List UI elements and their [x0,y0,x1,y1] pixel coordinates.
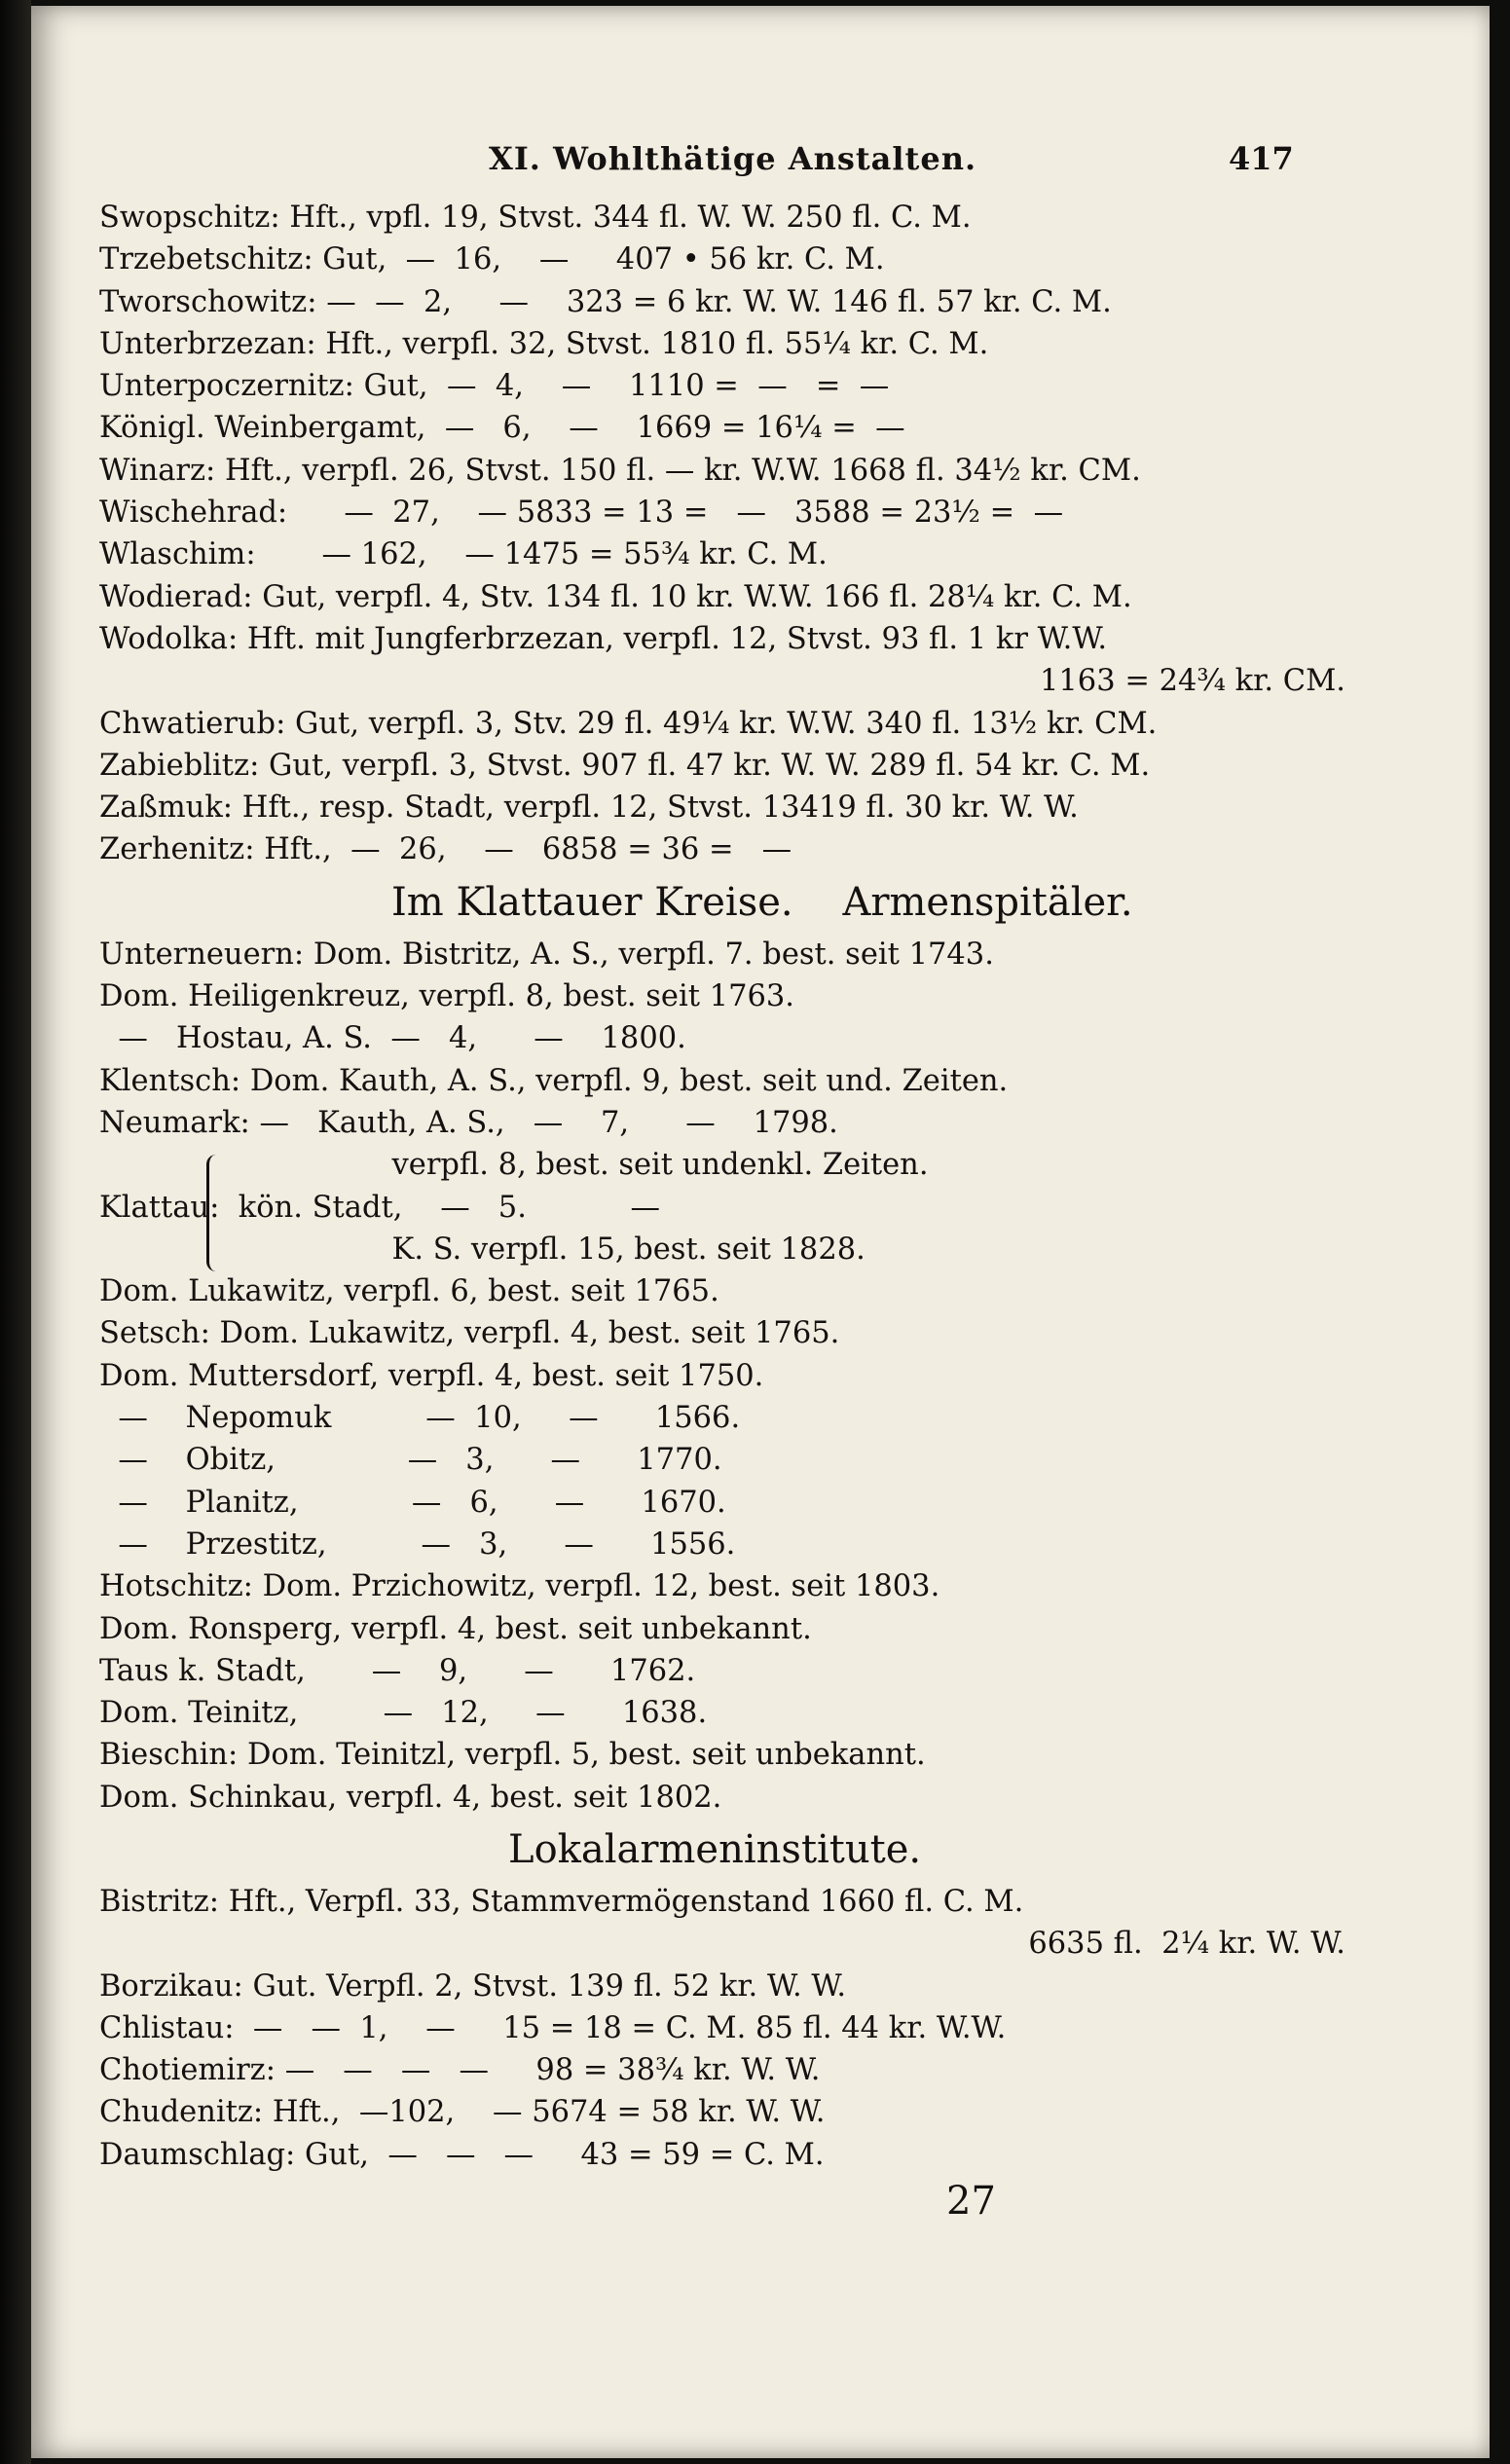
entry-line: — Hostau, A. S. — 4, — 1800. [99,1021,686,1056]
entry-line: Wodolka: Hft. mit Jungferbrzezan, verpfl. 12, Stvst. 93 fl. 1 kr W.W. [99,621,1108,656]
entry-line: Klattau: kön. Stadt, — 5. — [99,1190,661,1225]
section-heading-lokalarmeninstitute: Lokalarmeninstitute. [508,1826,922,1872]
entry-line: Dom. Ronsperg, verpfl. 4, best. seit unbekannt. [99,1611,812,1646]
page-number: 417 [1229,140,1294,177]
entry-line: Bistritz: Hft., Verpfl. 33, Stammvermögenstand 1660 fl. C. M. [99,1884,1024,1919]
entry-line: Trzebetschitz: Gut, — 16, — 407 • 56 kr. C. M. [99,242,885,277]
entry-line: Klentsch: Dom. Kauth, A. S., verpfl. 9, best. seit und. Zeiten. [99,1063,1009,1098]
entry-line: Swopschitz: Hft., vpfl. 19, Stvst. 344 fl. W. W. 250 fl. C. M. [99,201,972,235]
entry-line: Dom. Heiligenkreuz, verpfl. 8, best. seit 1763. [99,979,794,1014]
entry-line: Dom. Lukawitz, verpfl. 6, best. seit 1765. [99,1274,719,1309]
entry-line: Winarz: Hft., verpfl. 26, Stvst. 150 fl. — kr. W.W. 1668 fl. 34½ kr. CM. [99,453,1141,488]
entry-line: Zerhenitz: Hft., — 26, — 6858 = 36 = — [99,832,792,867]
entry-line: Wodierad: Gut, verpfl. 4, Stv. 134 fl. 10 kr. W.W. 166 fl. 28¼ kr. C. M. [99,579,1132,614]
entry-line: Königl. Weinbergamt, — 6, — 1669 = 16¼ = — [99,411,905,446]
entry-line: Unterneuern: Dom. Bistritz, A. S., verpfl. 7. best. seit 1743. [99,937,994,972]
entry-line: Chwatierub: Gut, verpfl. 3, Stv. 29 fl. 49¼ kr. W.W. 340 fl. 13½ kr. CM. [99,706,1158,741]
entry-continuation: 1163 = 24¾ kr. CM. [1040,664,1345,699]
entry-line: K. S. verpfl. 15, best. seit 1828. [99,1232,865,1267]
entry-line: Dom. Muttersdorf, verpfl. 4, best. seit 1750. [99,1358,764,1393]
entry-line: Bieschin: Dom. Teinitzl, verpfl. 5, best. seit unbekannt. [99,1738,926,1773]
entry-line: Unterbrzezan: Hft., verpfl. 32, Stvst. 1810 fl. 55¼ kr. C. M. [99,326,989,361]
entry-line: Setsch: Dom. Lukawitz, verpfl. 4, best. seit 1765. [99,1316,840,1351]
klattau-brace [206,1155,223,1271]
entry-line: verpfl. 8, best. seit undenkl. Zeiten. [99,1148,929,1183]
entry-line: Wlaschim: — 162, — 1475 = 55¾ kr. C. M. [99,537,828,572]
entry-line: Zaßmuk: Hft., resp. Stadt, verpfl. 12, Stvst. 13419 fl. 30 kr. W. W. [99,791,1079,826]
entry-line: Dom. Schinkau, verpfl. 4, best. seit 1802. [99,1780,722,1815]
entry-line: Chudenitz: Hft., —102, — 5674 = 58 kr. W. W. [99,2095,826,2130]
entry-line: — Planitz, — 6, — 1670. [99,1485,726,1520]
entry-line: — Obitz, — 3, — 1770. [99,1443,722,1478]
entry-line: — Nepomuk — 10, — 1566. [99,1401,741,1436]
running-title: XI. Wohlthätige Anstalten. [489,140,977,177]
entry-line: Hotschitz: Dom. Przichowitz, verpfl. 12, best. seit 1803. [99,1569,940,1604]
entry-line: Unterpoczernitz: Gut, — 4, — 1110 = — = — [99,369,890,404]
entry-line: Neumark: — Kauth, A. S., — 7, — 1798. [99,1105,838,1140]
entry-line: Chlistau: — — 1, — 15 = 18 = C. M. 85 fl. 44 kr. W.W. [99,2010,1007,2045]
entry-line: — Przestitz, — 3, — 1556. [99,1526,736,1562]
book-binding [0,0,31,2464]
entry-line: Chotiemirz: — — — — 98 = 38¾ kr. W. W. [99,2053,821,2088]
entry-line: Daumschlag: Gut, — — — 43 = 59 = C. M. [99,2137,825,2172]
page-header [31,140,1490,189]
entry-line: Borzikau: Gut. Verpfl. 2, Stvst. 139 fl. 52 kr. W. W. [99,1968,847,2004]
entry-line: Wischehrad: — 27, — 5833 = 13 = — 3588 = 23½ = — [99,496,1064,531]
entry-continuation: 6635 fl. 2¼ kr. W. W. [1028,1927,1345,1962]
book-page [31,6,1490,2458]
entry-line: Zabieblitz: Gut, verpfl. 3, Stvst. 907 fl. 47 kr. W. W. 289 fl. 54 kr. C. M. [99,748,1151,783]
entry-line: Taus k. Stadt, — 9, — 1762. [99,1653,696,1688]
entry-line: Tworschowitz: — — 2, — 323 = 6 kr. W. W. 146 fl. 57 kr. C. M. [99,284,1112,319]
entry-line: Dom. Teinitz, — 12, — 1638. [99,1696,708,1731]
text-body [99,197,1345,2176]
signature-mark: 27 [946,2179,996,2224]
section-heading-klattau: Im Klattauer Kreise. Armenspitäler. [391,879,1133,925]
